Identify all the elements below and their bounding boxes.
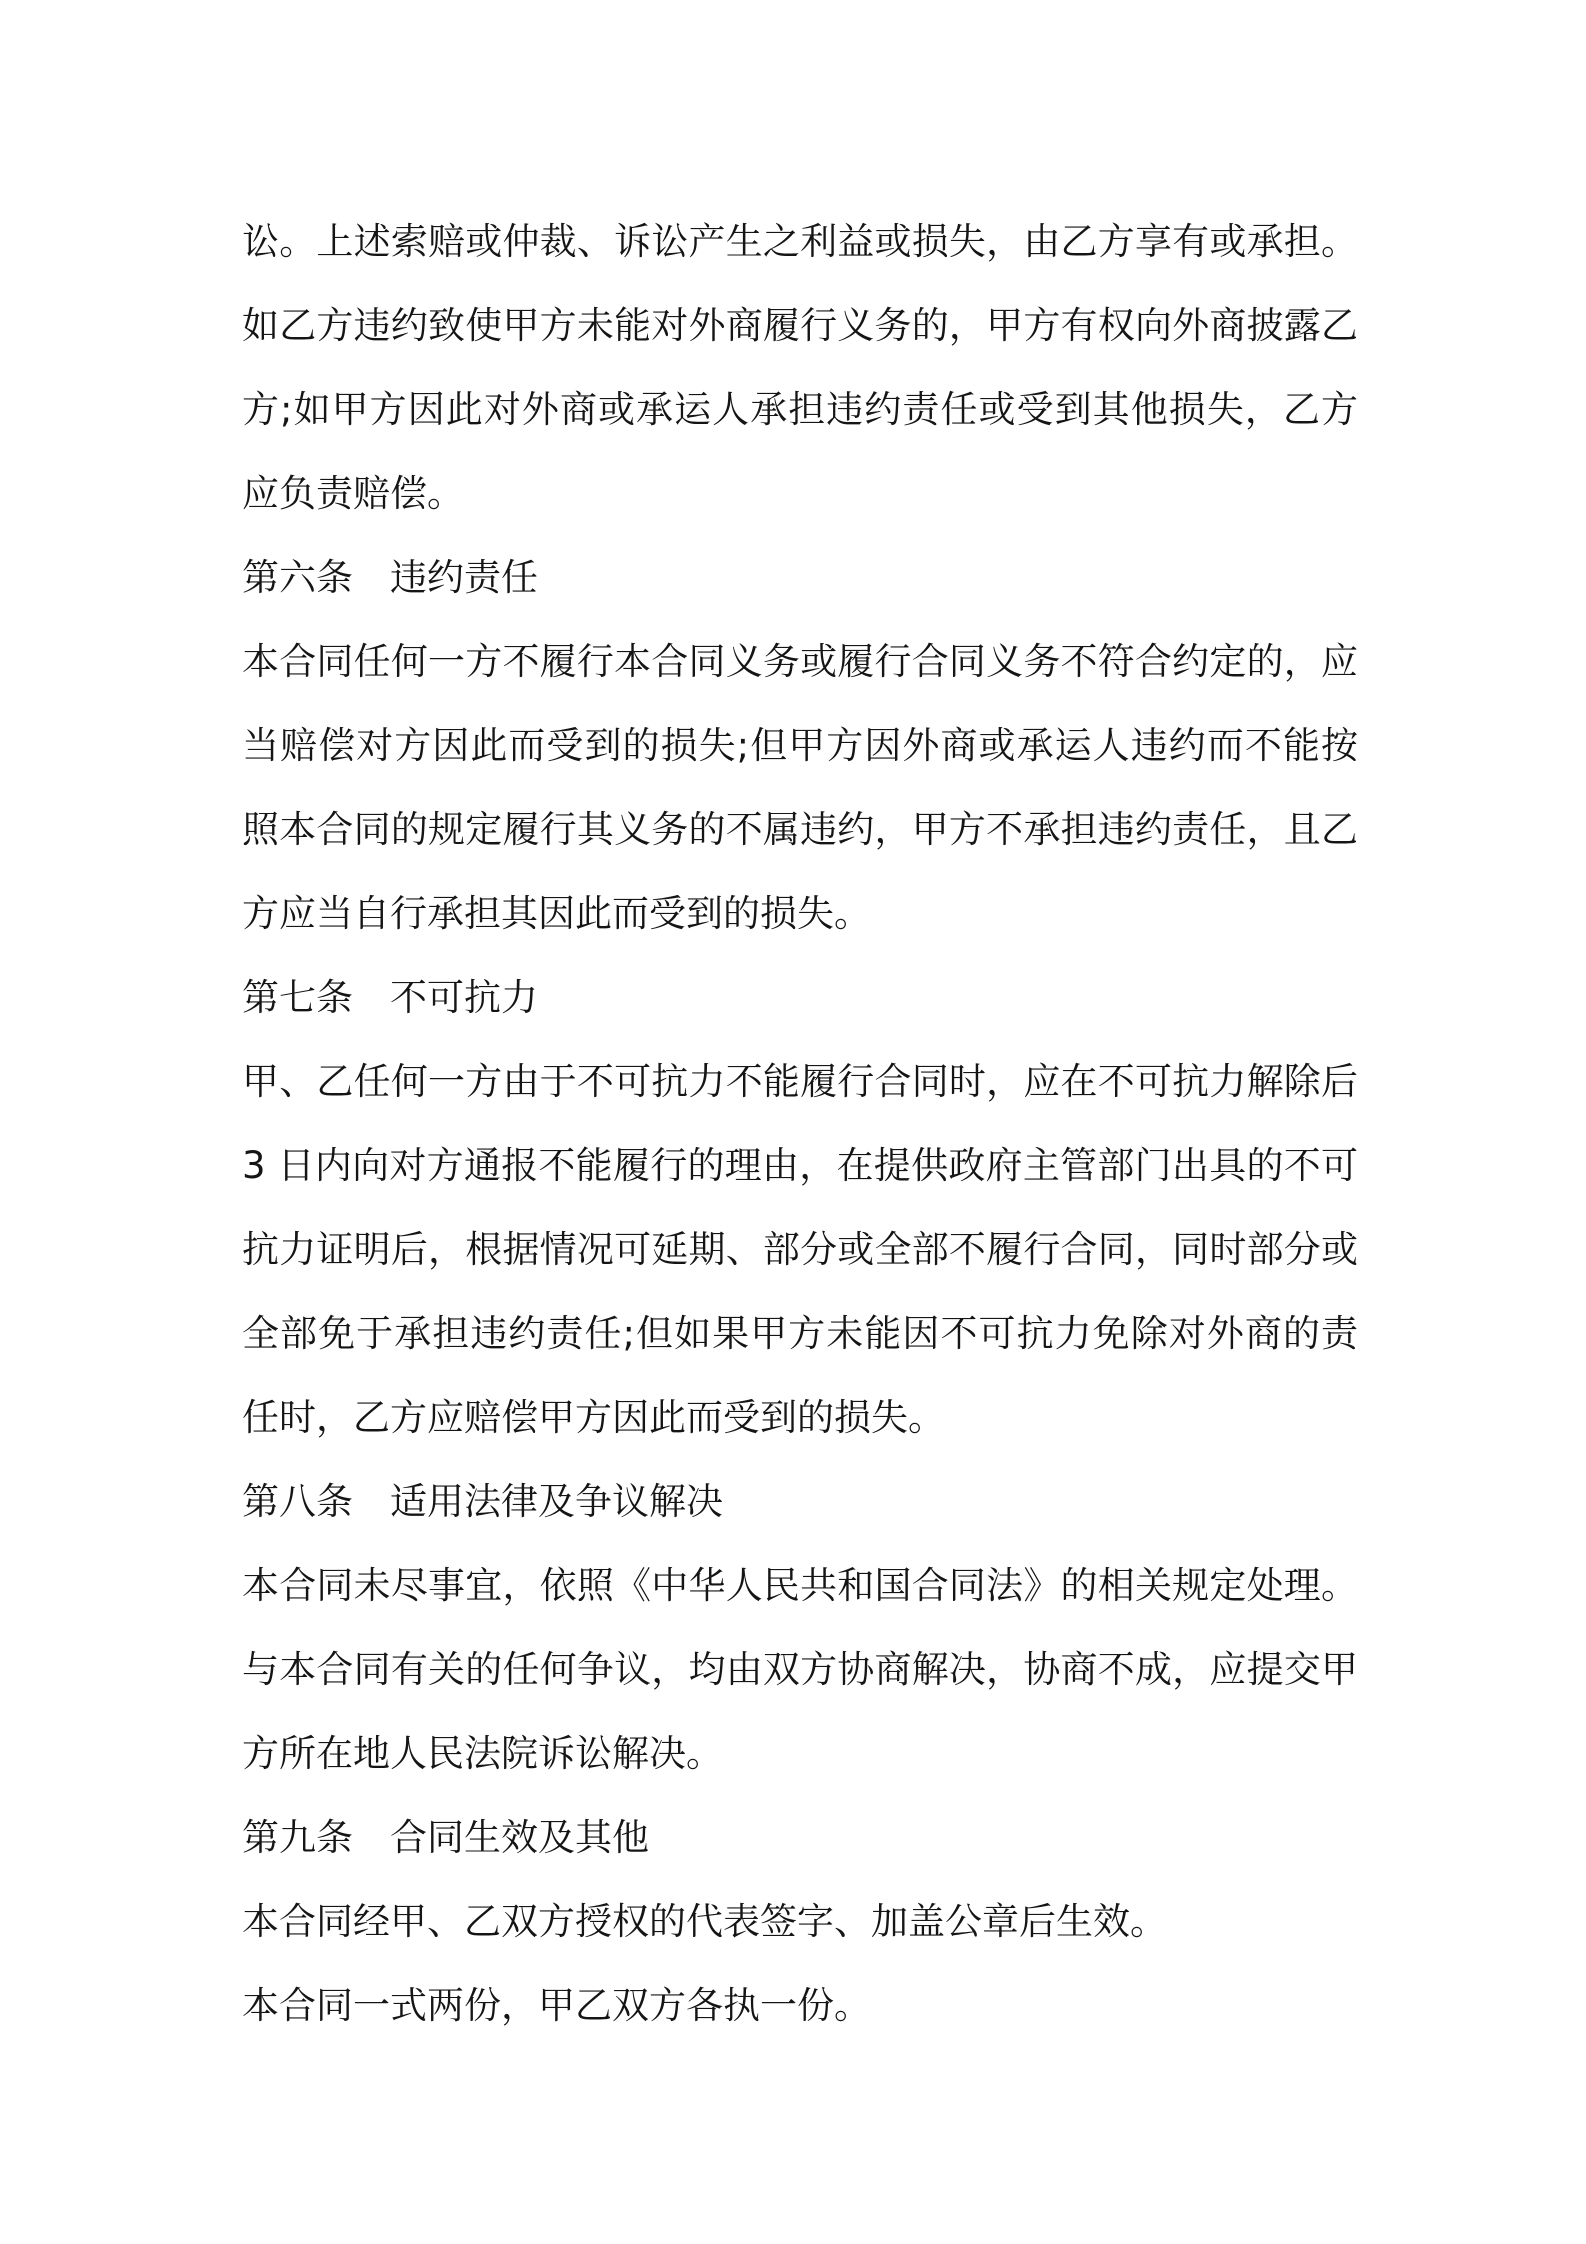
clause-paragraph (242, 1880, 1358, 1964)
document-body (242, 200, 1358, 2048)
text-line: 甲、乙任何一方由于不可抗力不能履行合同时，应在不可抗力解除后 (242, 1060, 1358, 1103)
text-line: 方;如甲方因此对外商或承运人承担违约责任或受到其他损失，乙方 (242, 388, 1358, 431)
text-line: 方应当自行承担其因此而受到的损失。 (242, 892, 871, 935)
text-line: 抗力证明后，根据情况可延期、部分或全部不履行合同，同时部分或 (242, 1228, 1358, 1271)
clause-paragraph (242, 1964, 1358, 2048)
text-line: 讼。上述索赔或仲裁、诉讼产生之利益或损失，由乙方享有或承担。 (242, 220, 1358, 263)
article-heading: 第九条 合同生效及其他 (242, 1816, 649, 1859)
article-heading: 第六条 违约责任 (242, 556, 538, 599)
clause-paragraph (242, 1040, 1358, 1460)
text-line: 全部免于承担违约责任;但如果甲方未能因不可抗力免除对外商的责 (242, 1312, 1358, 1355)
text-line: 本合同经甲、乙双方授权的代表签字、加盖公章后生效。 (242, 1900, 1167, 1943)
clause-paragraph (242, 1544, 1358, 1796)
text-line: 如乙方违约致使甲方未能对外商履行义务的，甲方有权向外商披露乙 (242, 304, 1358, 347)
text-line: 本合同任何一方不履行本合同义务或履行合同义务不符合约定的，应 (242, 640, 1358, 683)
text-line: 方所在地人民法院诉讼解决。 (242, 1732, 723, 1775)
text-line: 应负责赔偿。 (242, 472, 464, 515)
text-line: 与本合同有关的任何争议，均由双方协商解决，协商不成，应提交甲 (242, 1648, 1358, 1691)
text-line: 本合同一式两份，甲乙双方各执一份。 (242, 1984, 871, 2027)
text-line: 3 日内向对方通报不能履行的理由，在提供政府主管部门出具的不可 (242, 1144, 1358, 1187)
text-line: 任时，乙方应赔偿甲方因此而受到的损失。 (242, 1396, 945, 1439)
clause-paragraph (242, 200, 1358, 536)
clause-paragraph (242, 620, 1358, 956)
text-line: 本合同未尽事宜，依照《中华人民共和国合同法》的相关规定处理。 (242, 1564, 1358, 1607)
article-heading: 第八条 适用法律及争议解决 (242, 1480, 723, 1523)
text-line: 照本合同的规定履行其义务的不属违约，甲方不承担违约责任，且乙 (242, 808, 1358, 851)
text-line: 当赔偿对方因此而受到的损失;但甲方因外商或承运人违约而不能按 (242, 724, 1358, 767)
article-heading: 第七条 不可抗力 (242, 976, 538, 1019)
